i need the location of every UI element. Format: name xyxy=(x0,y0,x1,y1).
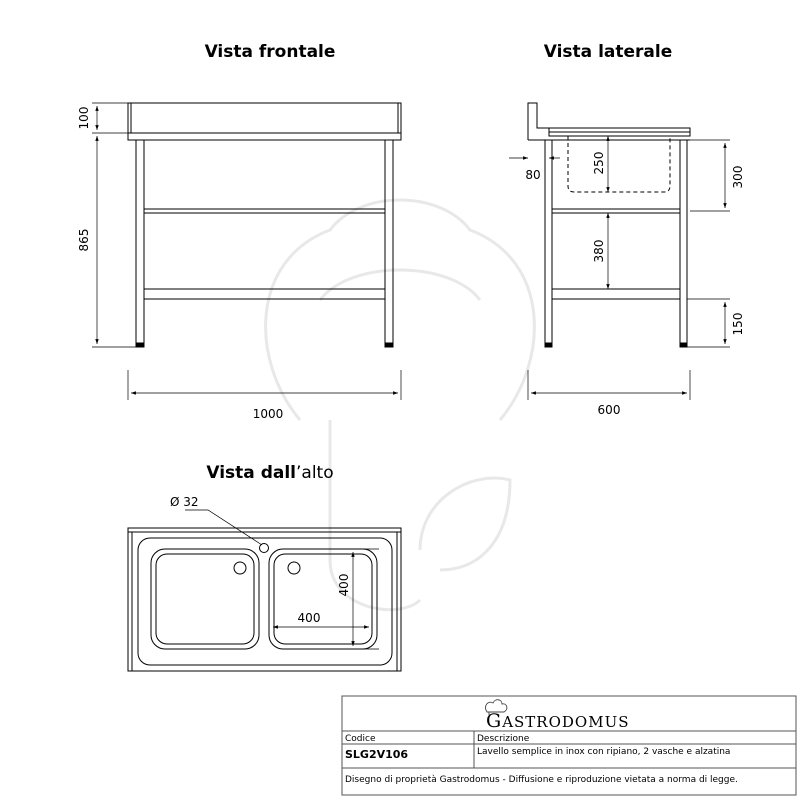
side-dim-300: 300 xyxy=(731,165,745,189)
front-view-drawing xyxy=(128,103,401,347)
top-view-drawing xyxy=(128,528,401,671)
brand-name xyxy=(486,710,630,732)
front-view-title: Vista frontale xyxy=(204,42,336,62)
side-dim-80: 80 xyxy=(525,168,541,182)
codice-value: SLG2V106 xyxy=(345,748,409,761)
title-block-footer: Disegno di proprietà Gastrodomus - Diffusione e riproduzione vietata a norma di legge. xyxy=(345,775,738,785)
top-dim-basin-depth: 400 xyxy=(337,573,351,597)
side-dim-600: 600 xyxy=(597,403,621,417)
top-dim-basin-width: 400 xyxy=(297,611,321,625)
front-dim-100: 100 xyxy=(77,106,91,130)
side-dim-250: 250 xyxy=(592,151,606,175)
front-dim-865: 865 xyxy=(77,228,91,252)
codice-label: Codice xyxy=(345,734,376,744)
front-dimensions xyxy=(92,103,401,400)
descrizione-value: Lavello semplice in inox con ripiano, 2 vasche e alzatina xyxy=(477,747,731,757)
hole-diameter-label: Ø 32 xyxy=(170,495,199,509)
brand-rest: ASTRODOMUS xyxy=(502,713,630,731)
top-view-title-suffix: ’alto xyxy=(296,463,334,483)
side-view-title: Vista laterale xyxy=(543,42,673,62)
top-view-title-main: Vista dall xyxy=(206,463,296,483)
watermark-logo xyxy=(266,200,535,610)
top-view-title xyxy=(206,463,333,483)
front-dim-1000: 1000 xyxy=(252,407,284,421)
side-dim-150: 150 xyxy=(731,312,745,336)
descrizione-label: Descrizione xyxy=(477,734,530,744)
side-view-drawing xyxy=(528,103,690,347)
side-dimensions xyxy=(509,136,730,400)
brand-initial: G xyxy=(486,710,503,732)
side-dim-380: 380 xyxy=(592,239,606,263)
